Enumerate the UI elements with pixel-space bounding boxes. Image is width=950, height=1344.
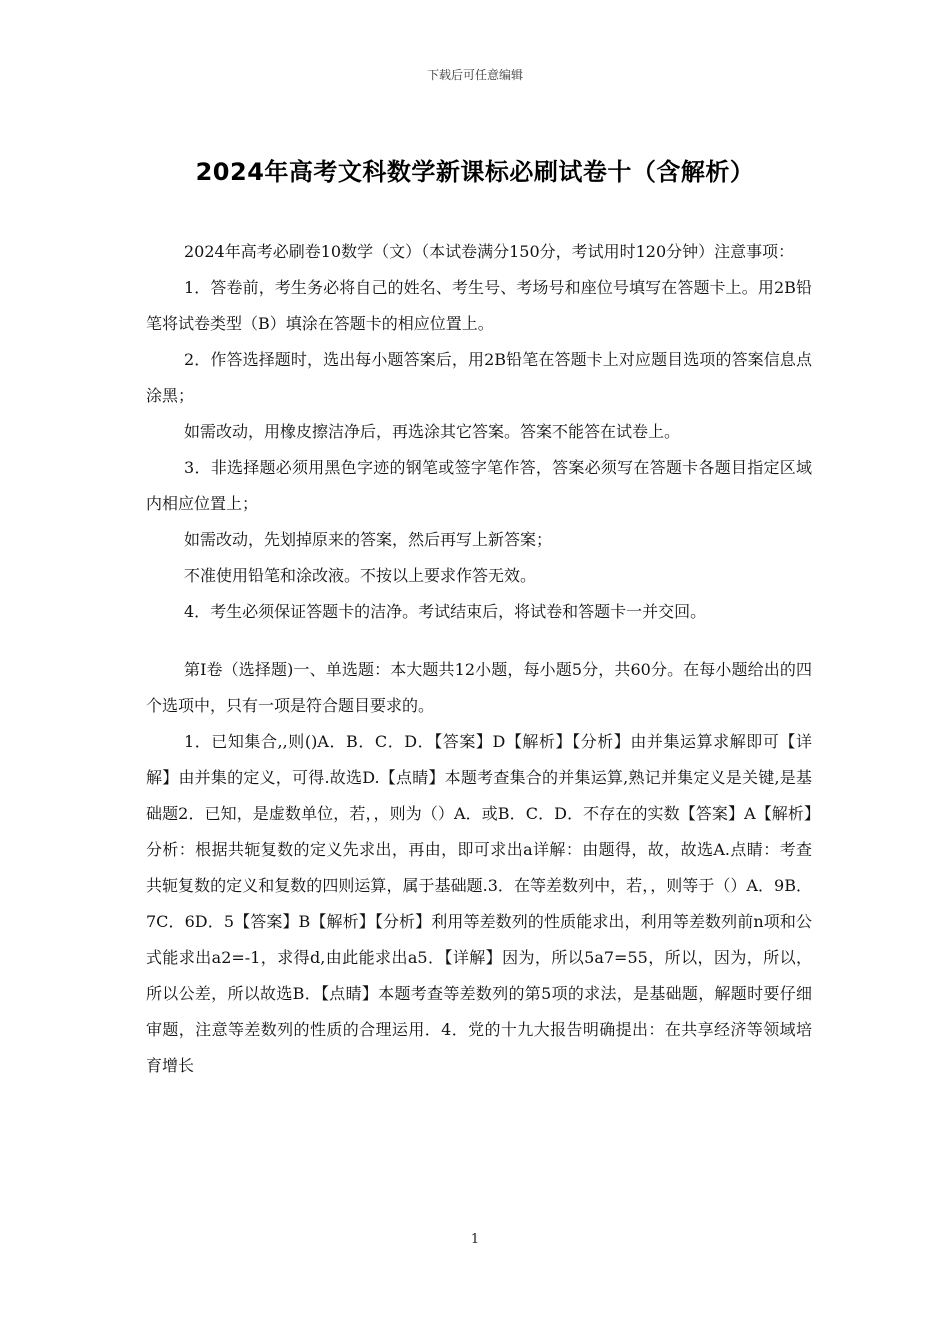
questions-content: 1．已知集合,,则()A．B．C．D．【答案】D【解析】【分析】由并集运算求解即可【详解】由并集的定义，可得.故选D.【点睛】本题考查集合的并集运算,熟记并集定义是关键,是基础题2．已知，是虚数单位，若，，则为（）A．或B．C．D．不存在的实数【答案】A【解析】分析：根据共轭复数的定义先求出，再由，即可求出a详解：由题得，故，故选A.点睛：考查共轭复数的定义和复数的四则运算，属于基础题.3．在等差数列中，若，，则等于（）A．9B．7C．6D．5【答案】B【解析】【分析】利用等差数列的性质能求出，利用等差数列前n项和公式能求出a2=-1，求得d,由此能求出a5．【详解】因为，所以5a7=55，所以，因为，所以，所以公差，所以故选B．【点睛】本题考查等差数列的第5项的求法，是基础题，解题时要仔细审题，注意等差数列的性质的合理运用．4．党的十九大报告明确提出：在共享经济等领域培育增长 — [146, 732, 812, 1075]
notice-item-1: 1．答卷前，考生务必将自己的姓名、考生号、考场号和座位号填写在答题卡上。用2B铅笔将试卷类型（B）填涂在答题卡的相应位置上。 — [146, 278, 812, 333]
document-body — [146, 234, 812, 1084]
exam-intro-line: 2024年高考必刷卷10数学（文）（本试卷满分150分，考试用时120分钟）注意事项： — [184, 242, 795, 261]
page-header-note: 下载后可任意编辑 — [426, 68, 523, 82]
notice-item-3-continued-a: 如需改动，先划掉原来的答案，然后再写上新答案； — [184, 530, 553, 549]
notice-item-3: 3．非选择题必须用黑色字迹的钢笔或签字笔作答，答案必须写在答题卡各题目指定区域内相应位置上； — [146, 458, 812, 513]
notice-item-2-continued: 如需改动，用橡皮擦洁净后，再选涂其它答案。答案不能答在试卷上。 — [184, 422, 681, 441]
section-heading: 第Ⅰ卷（选择题)一、单选题：本大题共12小题，每小题5分，共60分。在每小题给出的四个选项中，只有一项是符合题目要求的。 — [146, 660, 812, 715]
document-title: 2024年高考文科数学新课标必刷试卷十（含解析） — [195, 158, 755, 186]
page-number: 1 — [470, 1232, 480, 1247]
notice-item-2: 2．作答选择题时，选出每小题答案后，用2B铅笔在答题卡上对应题目选项的答案信息点涂黑； — [146, 350, 812, 405]
section-spacer — [146, 630, 812, 652]
notice-item-3-continued-b: 不准使用铅笔和涂改液。不按以上要求作答无效。 — [184, 566, 537, 585]
notice-item-4: 4．考生必须保证答题卡的洁净。考试结束后，将试卷和答题卡一并交回。 — [184, 602, 707, 621]
